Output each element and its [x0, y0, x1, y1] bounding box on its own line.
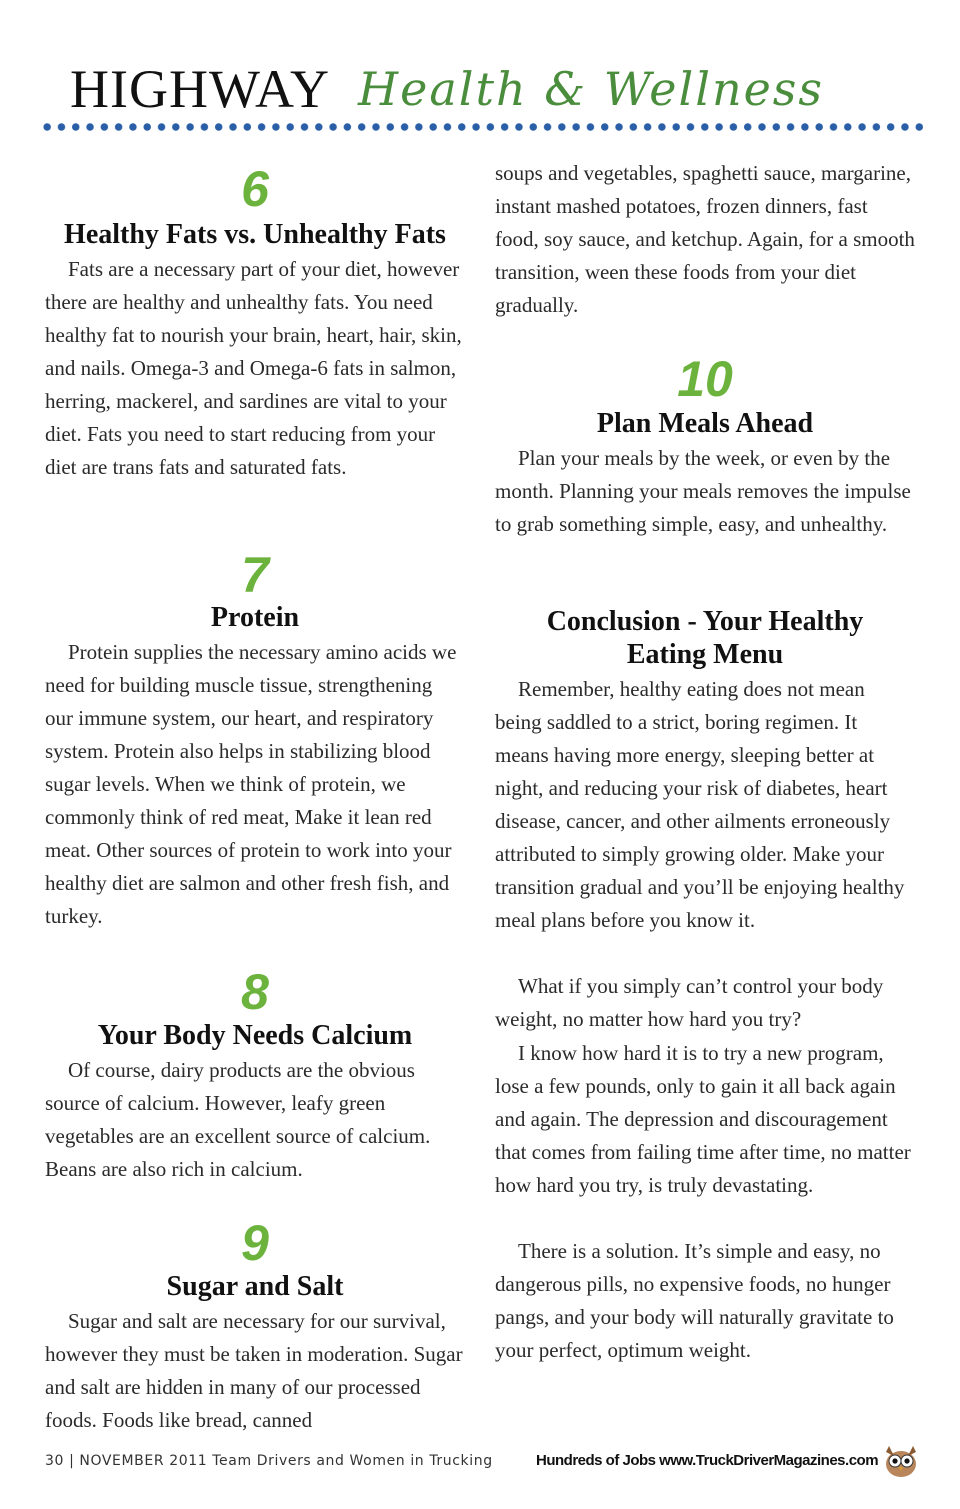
- section-6-title: Healthy Fats vs. Unhealthy Fats: [64, 219, 446, 250]
- section-8-body: Of course, dairy products are the obvious source of calcium. However, leafy green vegetables are an excellent source of calcium. Beans are also rich in calcium.: [45, 1058, 431, 1181]
- section-8-title: Your Body Needs Calcium: [97, 1020, 413, 1051]
- section-9-number: 9: [241, 1215, 269, 1271]
- section-10-body: Plan your meals by the week, or even by the month. Planning your meals removes the impulse to grab something simple, easy, and unhealthy.: [495, 446, 911, 536]
- section-10-number: 10: [677, 351, 733, 407]
- conclusion-paragraph-1: Remember, healthy eating does not mean being saddled to a strict, boring regimen. It means having more energy, sleeping better at night, and reducing your risk of diabetes, heart disease, cancer, and other ailments erroneously attributed to simply growing older. Make your transition gradual and you’ll be enjoying healthy meal plans before you know it.: [495, 677, 905, 932]
- owl-mascot-icon: [880, 1440, 922, 1480]
- section-9-title: Sugar and Salt: [166, 1271, 344, 1302]
- conclusion-paragraph-2: What if you simply can’t control your body weight, no matter how hard you try?: [495, 974, 884, 1031]
- conclusion-title-line2: Eating Menu: [626, 639, 784, 670]
- dotted-divider: [40, 122, 925, 132]
- section-7-title: Protein: [210, 602, 300, 633]
- masthead: [70, 56, 920, 122]
- section-9-continued: soups and vegetables, spaghetti sauce, margarine, instant mashed potatoes, frozen dinners, fast food, soy sauce, and ketchup. Again, for a smooth transition, ween these foods from your diet gradually.: [495, 161, 915, 317]
- conclusion-paragraph-4: There is a solution. It’s simple and easy, no dangerous pills, no expensive foods, no hunger pangs, and your body will naturally gravitate to your perfect, optimum weight.: [495, 1239, 894, 1362]
- section-8-number: 8: [241, 964, 269, 1020]
- section-6-body: Fats are a necessary part of your diet, however there are healthy and unhealthy fats. You need healthy fat to nourish your brain, heart, hair, skin, and nails. Omega-3 and Omega-6 fats in salmon, herring, mackerel, and sardines are vital to your diet. Fats you need to start reducing from your diet are trans fats and saturated fats.: [45, 257, 462, 479]
- conclusion-title-line1: Conclusion - Your Healthy: [546, 606, 864, 637]
- section-10-title: Plan Meals Ahead: [596, 408, 814, 439]
- section-7-body: Protein supplies the necessary amino acids we need for building muscle tissue, strengthening our immune system, our heart, and respiratory system. Protein also helps in stabilizing blood sugar levels. When we think of protein, we commonly think of red meat, Make it lean red meat. Other sources of protein to work into your healthy diet are salmon and other fresh fish, and turkey.: [45, 640, 457, 928]
- masthead-word: HIGHWAY: [70, 59, 330, 119]
- section-9-body: Sugar and salt are necessary for our survival, however they must be taken in moderation. Sugar and salt are hidden in many of our processed foods. Foods like bread, canned: [45, 1309, 463, 1432]
- section-7-number: 7: [241, 547, 269, 603]
- footer-website: Hundreds of Jobs www.TruckDriverMagazines.com: [536, 1452, 879, 1469]
- masthead-script: Health & Wellness: [358, 62, 825, 116]
- section-6-number: 6: [241, 161, 269, 217]
- footer-page-info: 30 | NOVEMBER 2011 Team Drivers and Women in Trucking: [45, 1453, 493, 1469]
- conclusion-paragraph-3: I know how hard it is to try a new program, lose a few pounds, only to gain it all back again and again. The depression and discouragement that comes from failing time after time, no matter how hard you try, is truly devastating.: [495, 1041, 911, 1197]
